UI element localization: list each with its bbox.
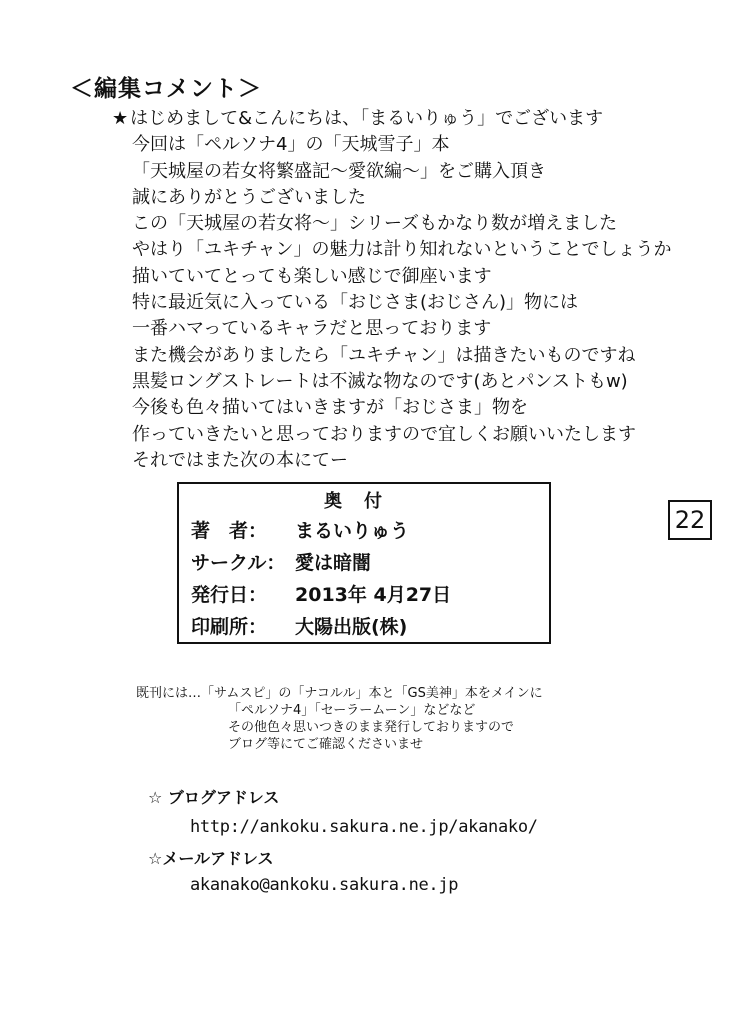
comment-line: 「天城屋の若女将繁盛記～愛欲編～」をご購入頂き bbox=[132, 160, 546, 182]
comment-line: 今後も色々描いてはいきますが「おじさま」物を bbox=[132, 397, 528, 419]
comment-line: やはり「ユキチャン」の魅力は計り知れないということでしょうか bbox=[132, 239, 672, 261]
blog-url: http://ankoku.sakura.ne.jp/akanako/ bbox=[190, 817, 538, 837]
page-number: 22 bbox=[668, 500, 712, 540]
backlist-line: 既刊には…「サムスピ」の「ナコルル」本と「GS美神」本をメインに bbox=[136, 686, 543, 701]
comment-line: 作っていきたいと思っておりますので宜しくお願いいたします bbox=[132, 423, 636, 445]
comment-line: 今回は「ペルソナ4」の「天城雪子」本 bbox=[132, 134, 450, 156]
colophon-value: 大陽出版(株) bbox=[295, 616, 408, 638]
colophon-title: 奥付 bbox=[324, 491, 404, 512]
colophon-author-row bbox=[191, 516, 409, 543]
colophon-label: 印刷所： bbox=[191, 616, 268, 638]
comment-line: この「天城屋の若女将～」シリーズもかなり数が増えました bbox=[132, 213, 618, 235]
comment-line: それではまた次の本にてー bbox=[132, 449, 348, 471]
mail-address: akanako@ankoku.sakura.ne.jp bbox=[190, 875, 459, 895]
colophon-label: 発行日： bbox=[191, 584, 268, 606]
comment-line: 描いていてとっても楽しい感じで御座います bbox=[132, 265, 492, 287]
comment-line: 一番ハマっているキャラだと思っております bbox=[132, 318, 492, 340]
colophon-value: 2013年 4月27日 bbox=[295, 584, 452, 606]
comment-line: また機会がありましたら「ユキチャン」は描きたいものですね bbox=[132, 344, 636, 366]
colophon-label: サークル： bbox=[191, 552, 286, 574]
editor-comment-body bbox=[112, 106, 672, 474]
backlist-note bbox=[136, 685, 606, 753]
colophon-value: まるいりゅう bbox=[295, 520, 410, 542]
mail-address-label: ☆メールアドレス bbox=[148, 849, 274, 868]
comment-line: 特に最近気に入っている「おじさま(おじさん)」物には bbox=[132, 292, 579, 314]
comment-line: 黒髪ロングストレートは不滅な物なのです(あとパンストもw) bbox=[132, 370, 628, 392]
colophon-label: 著 者： bbox=[191, 520, 268, 542]
star-icon: ★ bbox=[112, 108, 129, 129]
editor-comment-heading: ＜編集コメント＞ bbox=[70, 76, 262, 102]
blog-address-label: ☆ ブログアドレス bbox=[148, 788, 280, 807]
backlist-line: 「ペルソナ4」「セーラームーン」などなど bbox=[228, 703, 476, 718]
colophon-value: 愛は暗闇 bbox=[295, 552, 372, 574]
comment-line: ★ はじめまして&こんにちは、「まるいりゅう」でございます bbox=[112, 108, 604, 129]
colophon-printer-row bbox=[191, 612, 407, 639]
backlist-line: その他色々思いつきのまま発行しておりますので bbox=[228, 720, 515, 735]
colophon-box bbox=[177, 482, 551, 644]
backlist-line: ブログ等にてご確認くださいませ bbox=[228, 737, 424, 752]
comment-line: 誠にありがとうございました bbox=[132, 186, 366, 208]
colophon-circle-row bbox=[191, 548, 371, 575]
colophon-date-row bbox=[191, 580, 451, 607]
